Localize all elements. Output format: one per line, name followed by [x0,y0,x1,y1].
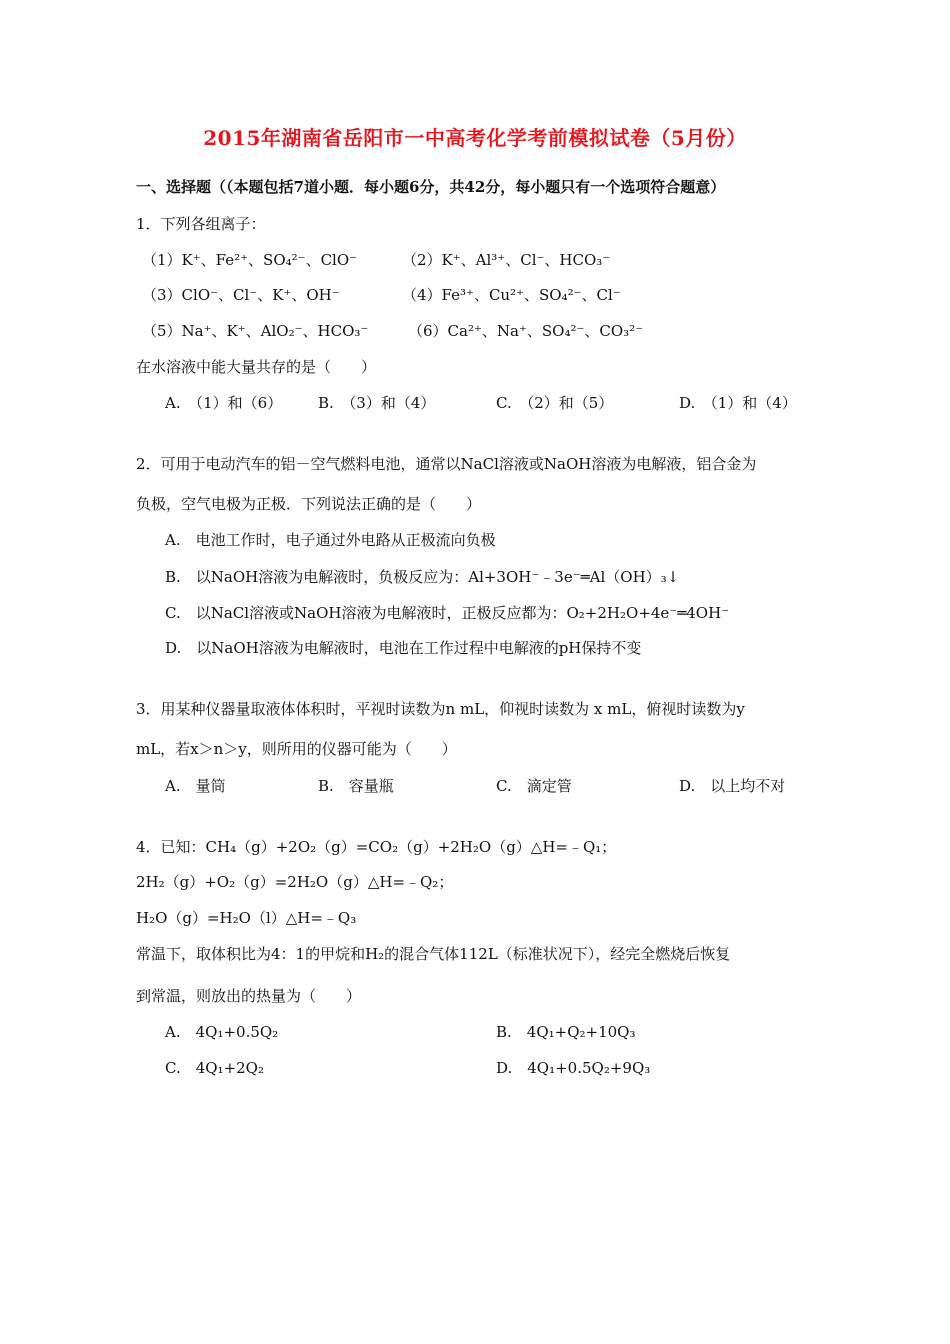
q1-item-6: （6）Ca²⁺、Na⁺、SO₄²⁻、CO₃²⁻ [408,322,644,340]
q3-option-a: A. 量筒 [165,777,226,795]
q4-option-d: D. 4Q₁+0.5Q₂+9Q₃ [496,1059,651,1077]
q4-option-b: B. 4Q₁+Q₂+10Q₃ [496,1023,636,1041]
q1-item-1: （1）K⁺、Fe²⁺、SO₄²⁻、ClO⁻ [142,251,358,269]
q1-item-3: （3）ClO⁻、Cl⁻、K⁺、OH⁻ [142,286,340,304]
q4-option-c: C. 4Q₁+2Q₂ [165,1059,264,1077]
q1-item-5: （5）Na⁺、K⁺、AlO₂⁻、HCO₃⁻ [142,322,369,340]
q4-line-2: 2H₂（g）+O₂（g）=2H₂O（g）△H=﹣Q₂； [136,873,454,891]
q1-option-b: B. （3）和（4） [318,394,436,412]
q3-line-2: mL，若x＞n＞y，则所用的仪器可能为（ ） [136,740,457,758]
q2-line-2: 负极，空气电极为正极．下列说法正确的是（ ） [136,495,482,513]
q3-option-d: D. 以上均不对 [679,777,786,795]
q1-item-2: （2）K⁺、Al³⁺、Cl⁻、HCO₃⁻ [402,251,611,269]
q1-option-c: C. （2）和（5） [496,394,614,412]
q3-line-1: 3．用某种仪器量取液体体积时，平视时读数为n mL，仰视时读数为 x mL，俯视时读数为y [136,700,745,718]
q2-option-d: D. 以NaOH溶液为电解液时，电池在工作过程中电解液的pH保持不变 [165,639,642,657]
q1-option-a: A. （1）和（6） [165,394,283,412]
q2-option-a: A. 电池工作时，电子通过外电路从正极流向负极 [165,531,496,549]
q4-option-a: A. 4Q₁+0.5Q₂ [165,1023,279,1041]
q4-line-5: 到常温，则放出的热量为（ ） [136,987,362,1005]
q4-line-4: 常温下，取体积比为4：1的甲烷和H₂的混合气体112L（标准状况下），经完全燃烧后恢复 [136,945,731,963]
q4-line-3: H₂O（g）=H₂O（l）△H=﹣Q₃ [136,909,357,927]
q2-option-c: C. 以NaCl溶液或NaOH溶液为电解液时，正极反应都为：O₂+2H₂O+4e⁻═4OH⁻ [165,604,730,622]
q2-line-1: 2．可用于电动汽车的铝－空气燃料电池，通常以NaCl溶液或NaOH溶液为电解液，铝合金为 [136,455,757,473]
q1-item-4: （4）Fe³⁺、Cu²⁺、SO₄²⁻、Cl⁻ [402,286,621,304]
q2-option-b: B. 以NaOH溶液为电解液时，负极反应为：Al+3OH⁻﹣3e⁻═Al（OH）₃↓ [165,568,680,586]
q1-question: 在水溶液中能大量共存的是（ ） [136,358,377,376]
page-title: 2015年湖南省岳阳市一中高考化学考前模拟试卷（5月份） [203,126,747,150]
q3-option-b: B. 容量瓶 [318,777,394,795]
q3-option-c: C. 滴定管 [496,777,572,795]
q4-line-1: 4．已知：CH₄（g）+2O₂（g）=CO₂（g）+2H₂O（g）△H=﹣Q₁； [136,838,617,856]
section-heading: 一、选择题（（本题包括7道小题．每小题6分，共42分，每小题只有一个选项符合题意） [136,178,726,196]
q1-stem: 1．下列各组离子： [136,215,266,233]
q1-option-d: D. （1）和（4） [679,394,797,412]
